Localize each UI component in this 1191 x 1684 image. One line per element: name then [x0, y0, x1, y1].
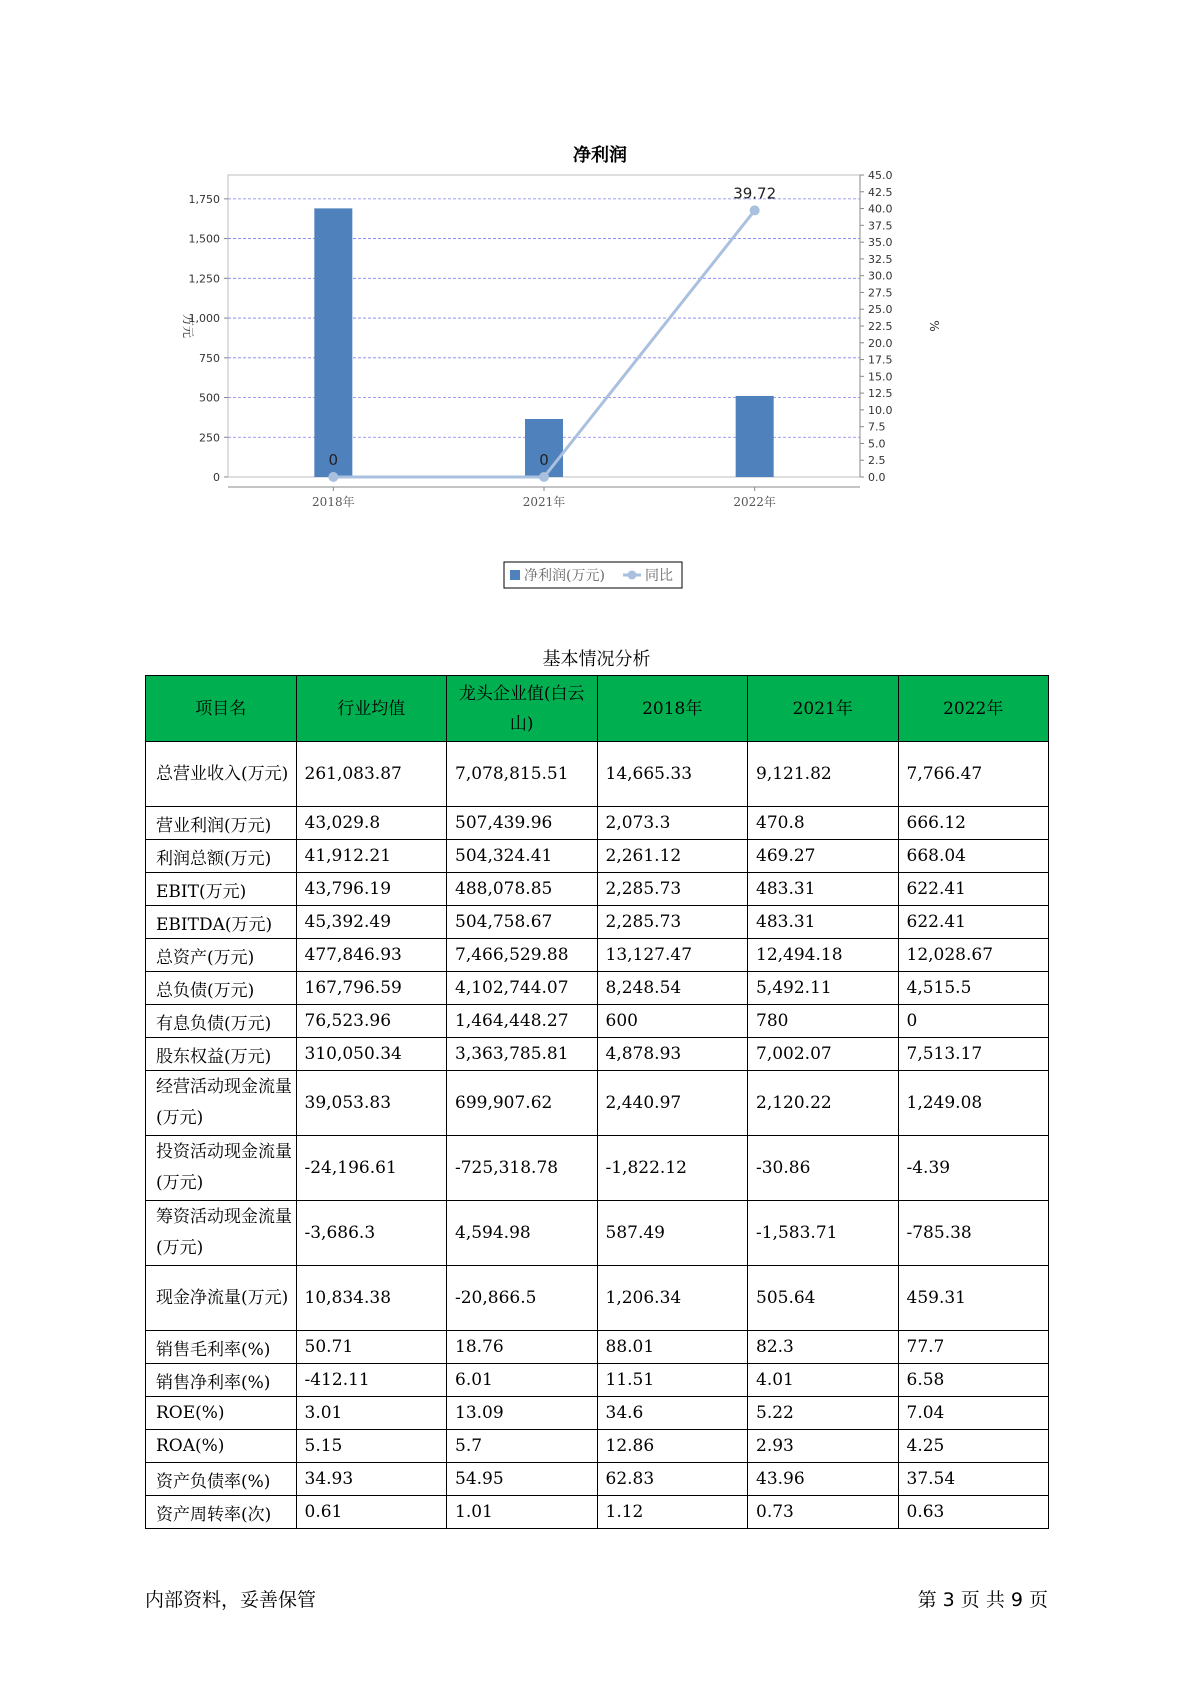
- bar: [314, 208, 352, 477]
- yoy-data-label: 0: [539, 451, 549, 469]
- value-cell: 1.01: [447, 1496, 598, 1529]
- y2-tick-label: 0.0: [868, 471, 886, 484]
- value-cell: 1.12: [597, 1496, 748, 1529]
- y-tick-label: 0: [213, 471, 220, 484]
- value-cell: 7,078,815.51: [447, 742, 598, 807]
- value-cell: 4,878.93: [597, 1038, 748, 1071]
- value-cell: 4,594.98: [447, 1201, 598, 1266]
- value-cell: 505.64: [748, 1266, 899, 1331]
- value-cell: 88.01: [597, 1331, 748, 1364]
- value-cell: 0.63: [898, 1496, 1049, 1529]
- value-cell: 43,029.8: [296, 807, 447, 840]
- value-cell: 41,912.21: [296, 840, 447, 873]
- value-cell: 4.01: [748, 1364, 899, 1397]
- value-cell: 2,285.73: [597, 873, 748, 906]
- table-row: [146, 972, 1049, 1005]
- value-cell: 483.31: [748, 873, 899, 906]
- legend-bar-label: 净利润(万元): [524, 568, 605, 584]
- chart-title: 净利润: [573, 145, 627, 166]
- value-cell: 7.04: [898, 1397, 1049, 1430]
- header-year-2022: 2022年: [898, 676, 1049, 742]
- value-cell: 0.61: [296, 1496, 447, 1529]
- y-tick-label: 1,500: [188, 232, 220, 246]
- y-tick-label: 1,750: [188, 192, 220, 206]
- value-cell: 45,392.49: [296, 906, 447, 939]
- value-cell: 504,758.67: [447, 906, 598, 939]
- table-row: [146, 1397, 1049, 1430]
- yoy-point: [328, 472, 338, 482]
- header-leader-value: 龙头企业值(白云山): [447, 676, 598, 742]
- table-row: [146, 1201, 1049, 1266]
- row-label-cell: 总资产(万元): [146, 939, 297, 972]
- table-row: [146, 873, 1049, 906]
- value-cell: 3,363,785.81: [447, 1038, 598, 1071]
- value-cell: -1,583.71: [748, 1201, 899, 1266]
- table-header-row: [146, 676, 1049, 742]
- value-cell: 470.8: [748, 807, 899, 840]
- y2-tick-label: 10.0: [868, 403, 893, 417]
- value-cell: -20,866.5: [447, 1266, 598, 1331]
- row-label-cell: 有息负债(万元): [146, 1005, 297, 1038]
- row-label-cell: 股东权益(万元): [146, 1038, 297, 1071]
- y-axis-label: 万元: [181, 313, 195, 339]
- value-cell: -3,686.3: [296, 1201, 447, 1266]
- value-cell: 12,494.18: [748, 939, 899, 972]
- row-label-cell: 营业利润(万元): [146, 807, 297, 840]
- y-tick-label: 750: [199, 351, 220, 365]
- value-cell: 483.31: [748, 906, 899, 939]
- x-tick-label: 2018年: [312, 495, 355, 509]
- y2-tick-label: 27.5: [868, 286, 893, 300]
- table-row: [146, 1463, 1049, 1496]
- value-cell: 6.01: [447, 1364, 598, 1397]
- row-label-cell: 资产负债率(%): [146, 1463, 297, 1496]
- value-cell: 0.73: [748, 1496, 899, 1529]
- row-label-cell: ROA(%): [146, 1430, 297, 1463]
- row-label-cell: 总营业收入(万元): [146, 742, 297, 807]
- value-cell: -412.11: [296, 1364, 447, 1397]
- value-cell: 167,796.59: [296, 972, 447, 1005]
- value-cell: -785.38: [898, 1201, 1049, 1266]
- row-label-cell: 投资活动现金流量(万元): [146, 1136, 297, 1201]
- y2-tick-label: 30.0: [868, 269, 893, 283]
- y2-tick-label: 32.5: [868, 252, 893, 266]
- y2-tick-label: 7.5: [868, 420, 886, 434]
- row-label-cell: 利润总额(万元): [146, 840, 297, 873]
- table-row: [146, 1038, 1049, 1071]
- table-row: [146, 1430, 1049, 1463]
- value-cell: 2.93: [748, 1430, 899, 1463]
- value-cell: -1,822.12: [597, 1136, 748, 1201]
- value-cell: 310,050.34: [296, 1038, 447, 1071]
- table-row: [146, 1496, 1049, 1529]
- value-cell: 5.22: [748, 1397, 899, 1430]
- value-cell: 622.41: [898, 906, 1049, 939]
- value-cell: 9,121.82: [748, 742, 899, 807]
- value-cell: 76,523.96: [296, 1005, 447, 1038]
- y2-tick-label: 20.0: [868, 336, 893, 350]
- footer-confidential-note: 内部资料，妥善保管: [145, 1589, 317, 1611]
- y2-tick-label: 45.0: [868, 169, 893, 182]
- y2-tick-label: 42.5: [868, 185, 893, 199]
- row-label-cell: 筹资活动现金流量(万元): [146, 1201, 297, 1266]
- table-row: [146, 939, 1049, 972]
- header-industry-average: 行业均值: [296, 676, 447, 742]
- value-cell: 3.01: [296, 1397, 447, 1430]
- x-tick-label: 2021年: [522, 495, 566, 509]
- footer-page-number: 第 3 页 共 9 页: [917, 1589, 1048, 1611]
- yoy-point: [539, 472, 549, 482]
- value-cell: 1,464,448.27: [447, 1005, 598, 1038]
- value-cell: 12,028.67: [898, 939, 1049, 972]
- table-row: [146, 1071, 1049, 1136]
- yoy-point: [750, 205, 760, 215]
- value-cell: 4,515.5: [898, 972, 1049, 1005]
- value-cell: 54.95: [447, 1463, 598, 1496]
- value-cell: 668.04: [898, 840, 1049, 873]
- yoy-data-label: 39.72: [733, 184, 777, 203]
- y2-tick-label: 12.5: [868, 387, 893, 401]
- value-cell: 50.71: [296, 1331, 447, 1364]
- legend-line-marker: [628, 571, 637, 580]
- value-cell: 13,127.47: [597, 939, 748, 972]
- value-cell: 10,834.38: [296, 1266, 447, 1331]
- value-cell: 8,248.54: [597, 972, 748, 1005]
- legend-bar-swatch: [510, 570, 520, 580]
- row-label-cell: 销售净利率(%): [146, 1364, 297, 1397]
- y2-tick-label: 2.5: [868, 454, 886, 468]
- row-label-cell: 经营活动现金流量(万元): [146, 1071, 297, 1136]
- value-cell: 504,324.41: [447, 840, 598, 873]
- y-tick-label: 1,000: [188, 312, 220, 326]
- value-cell: 1,206.34: [597, 1266, 748, 1331]
- table-row: [146, 742, 1049, 807]
- header-year-2021: 2021年: [748, 676, 899, 742]
- value-cell: 82.3: [748, 1331, 899, 1364]
- value-cell: 459.31: [898, 1266, 1049, 1331]
- value-cell: 7,513.17: [898, 1038, 1049, 1071]
- value-cell: 7,766.47: [898, 742, 1049, 807]
- value-cell: 11.51: [597, 1364, 748, 1397]
- row-label-cell: 资产周转率(次): [146, 1496, 297, 1529]
- row-label-cell: 现金净流量(万元): [146, 1266, 297, 1331]
- basic-analysis-table: [145, 675, 1049, 1529]
- value-cell: 622.41: [898, 873, 1049, 906]
- table-row: [146, 1266, 1049, 1331]
- value-cell: 261,083.87: [296, 742, 447, 807]
- table-row: [146, 1364, 1049, 1397]
- value-cell: 7,002.07: [748, 1038, 899, 1071]
- value-cell: -30.86: [748, 1136, 899, 1201]
- yoy-data-label: 0: [328, 451, 339, 469]
- value-cell: 2,285.73: [597, 906, 748, 939]
- value-cell: 477,846.93: [296, 939, 447, 972]
- value-cell: 34.6: [597, 1397, 748, 1430]
- value-cell: 0: [898, 1005, 1049, 1038]
- y-tick-label: 1,250: [188, 272, 220, 286]
- table-caption: 基本情况分析: [542, 649, 651, 670]
- value-cell: 4.25: [898, 1430, 1049, 1463]
- y2-tick-label: 35.0: [868, 236, 893, 250]
- value-cell: 43.96: [748, 1463, 899, 1496]
- value-cell: 5,492.11: [748, 972, 899, 1005]
- table-row: [146, 1005, 1049, 1038]
- table-row: [146, 1136, 1049, 1201]
- value-cell: 666.12: [898, 807, 1049, 840]
- y2-axis-label: %: [927, 320, 941, 332]
- value-cell: 507,439.96: [447, 807, 598, 840]
- y2-tick-label: 17.5: [868, 353, 893, 367]
- y-tick-label: 250: [199, 431, 220, 445]
- y2-tick-label: 40.0: [868, 202, 893, 216]
- value-cell: -725,318.78: [447, 1136, 598, 1201]
- row-label-cell: 总负债(万元): [146, 972, 297, 1005]
- value-cell: 43,796.19: [296, 873, 447, 906]
- y2-tick-label: 25.0: [868, 303, 893, 317]
- value-cell: 77.7: [898, 1331, 1049, 1364]
- value-cell: 5.15: [296, 1430, 447, 1463]
- table-row: [146, 840, 1049, 873]
- y-tick-label: 500: [199, 391, 220, 405]
- value-cell: 12.86: [597, 1430, 748, 1463]
- x-tick-label: 2022年: [733, 495, 776, 509]
- value-cell: 2,440.97: [597, 1071, 748, 1136]
- bar: [736, 396, 774, 477]
- y2-tick-label: 15.0: [868, 370, 893, 384]
- value-cell: 600: [597, 1005, 748, 1038]
- row-label-cell: EBITDA(万元): [146, 906, 297, 939]
- table-row: [146, 906, 1049, 939]
- value-cell: 14,665.33: [597, 742, 748, 807]
- y2-tick-label: 37.5: [868, 219, 893, 233]
- row-label-cell: EBIT(万元): [146, 873, 297, 906]
- table-body: [146, 742, 1049, 1529]
- value-cell: 39,053.83: [296, 1071, 447, 1136]
- value-cell: 699,907.62: [447, 1071, 598, 1136]
- header-item-name: 项目名: [146, 676, 297, 742]
- value-cell: 13.09: [447, 1397, 598, 1430]
- value-cell: 780: [748, 1005, 899, 1038]
- value-cell: -24,196.61: [296, 1136, 447, 1201]
- table-row: [146, 807, 1049, 840]
- value-cell: 587.49: [597, 1201, 748, 1266]
- row-label-cell: ROE(%): [146, 1397, 297, 1430]
- header-year-2018: 2018年: [597, 676, 748, 742]
- value-cell: 34.93: [296, 1463, 447, 1496]
- value-cell: 18.76: [447, 1331, 598, 1364]
- y2-tick-label: 5.0: [868, 437, 886, 451]
- value-cell: 6.58: [898, 1364, 1049, 1397]
- value-cell: 1,249.08: [898, 1071, 1049, 1136]
- value-cell: 5.7: [447, 1430, 598, 1463]
- net-profit-chart: [170, 135, 1050, 595]
- value-cell: 7,466,529.88: [447, 939, 598, 972]
- value-cell: -4.39: [898, 1136, 1049, 1201]
- value-cell: 488,078.85: [447, 873, 598, 906]
- row-label-cell: 销售毛利率(%): [146, 1331, 297, 1364]
- value-cell: 469.27: [748, 840, 899, 873]
- table-row: [146, 1331, 1049, 1364]
- value-cell: 37.54: [898, 1463, 1049, 1496]
- value-cell: 4,102,744.07: [447, 972, 598, 1005]
- y2-tick-label: 22.5: [868, 320, 893, 333]
- value-cell: 62.83: [597, 1463, 748, 1496]
- value-cell: 2,120.22: [748, 1071, 899, 1136]
- value-cell: 2,261.12: [597, 840, 748, 873]
- value-cell: 2,073.3: [597, 807, 748, 840]
- legend-line-label: 同比: [645, 568, 673, 584]
- chart-legend: [504, 562, 682, 588]
